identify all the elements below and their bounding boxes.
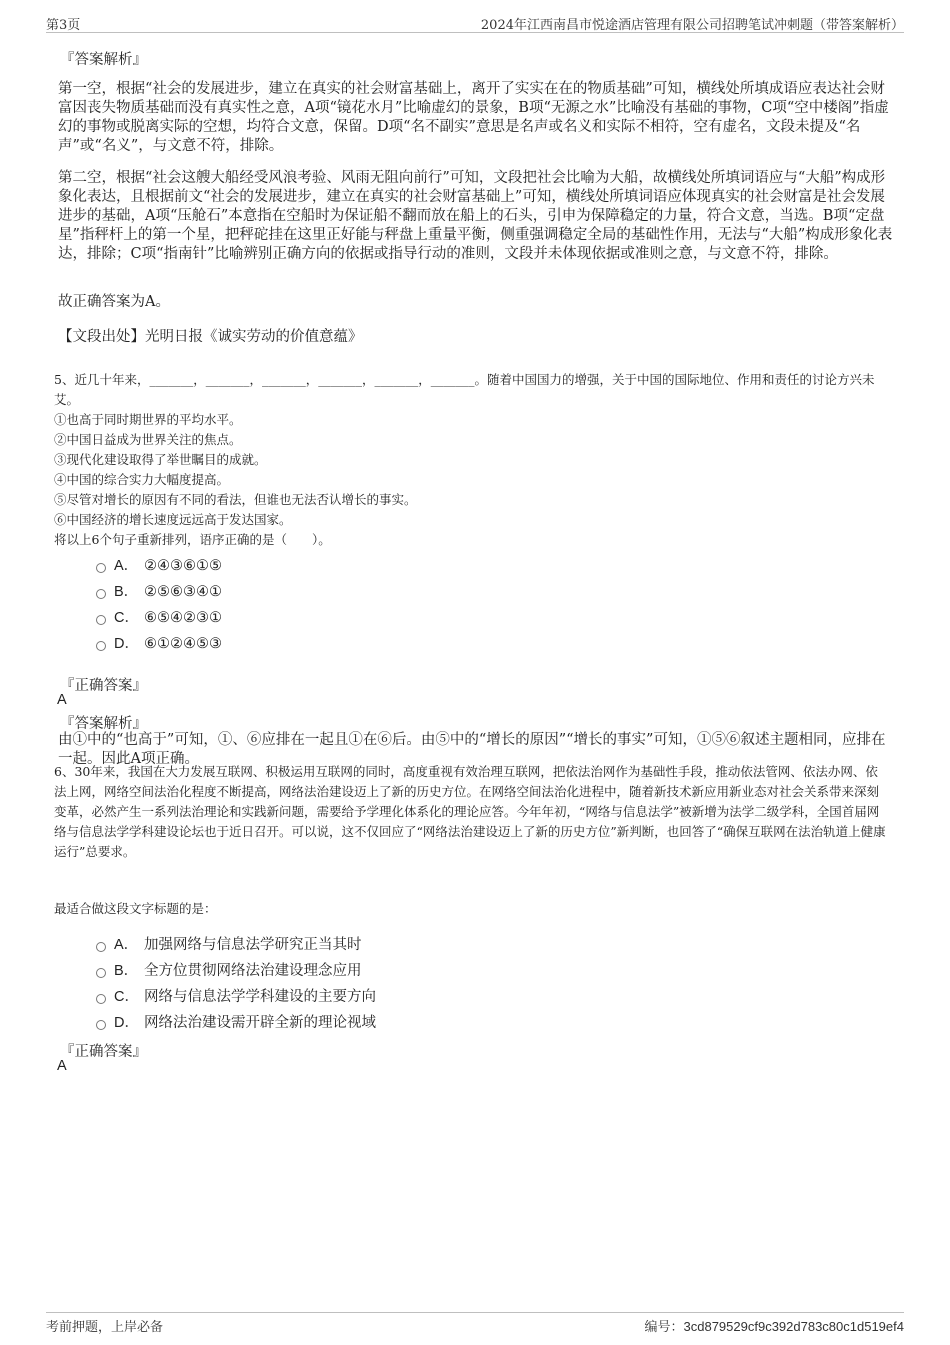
q5-correct-answer: A [57, 692, 67, 708]
q5-instruction: 将以上6个句子重新排列，语序正确的是（ ）。 [54, 532, 331, 547]
page-footer [46, 1312, 904, 1335]
document-code: 编号：3cd879529cf9c392d783c80c1d519ef4 [644, 1319, 904, 1335]
analysis-label: 『答案解析』 [60, 52, 147, 68]
radio-button[interactable] [96, 994, 106, 1004]
radio-button[interactable] [96, 1020, 106, 1030]
list-item: ③现代化建设取得了举世瞩目的成就。 [54, 452, 267, 467]
q5-option-a[interactable]: A． ②④③⑥①⑤ [96, 554, 222, 574]
radio-button[interactable] [96, 563, 106, 573]
q6-option-d[interactable]: D． 网络法治建设需开辟全新的理论视域 [96, 1011, 376, 1031]
analysis-paragraph-1: 第一空，根据“社会的发展进步，建立在真实的社会财富基础上，离开了实实在在的物质基础”可知，横线处所填成语应表达社会财富因丧失物质基础而没有真实性之意，A项“镜花水月”比喻虚幻的景象，B项“无源之水”比喻没有基础的事物，C项“空中楼阁”指虚幻的事物或脱离实际的空想，均符合文意，保留。D项“名不副实”意思是名声或名义和实际不相符，空有虚名，文段未提及“名声”或“名义”，与文意不符，排除。 [58, 81, 889, 154]
q6-option-b[interactable]: B． 全方位贯彻网络法治建设理念应用 [96, 959, 362, 979]
list-item: ⑤尽管对增长的原因有不同的看法，但谁也无法否认增长的事实。 [54, 492, 417, 507]
analysis-paragraph-2: 第二空，根据“社会这艘大船经受风浪考验、风雨无阻向前行”可知，文段把社会比喻为大船，故横线处所填词语应与“大船”构成形象化表达，且根据前文“社会的发展进步，建立在真实的社会财富基础上”可知，横线处所填词语应体现真实的社会财富是社会发展进步的基础，A项“压舱石”本意指在空船时为保证船不翻而放在船上的石头，引申为保障稳定的力量，符合文意，当选。B项“定盘星”指秤杆上的第一个星，把秤砣挂在这里正好能与秤盘上重量平衡，侧重强调稳定全局的基础性作用，无法与“大船”构成形象化表达，排除；C项“指南针”比喻辨别正确方向的依据或指导行动的准则，文段并未体现依据或准则之意，与文意不符，排除。 [58, 170, 893, 262]
radio-button[interactable] [96, 968, 106, 978]
radio-button[interactable] [96, 589, 106, 599]
q6-option-a[interactable]: A． 加强网络与信息法学研究正当其时 [96, 933, 362, 953]
list-item: ①也高于同时期世界的平均水平。 [54, 412, 242, 427]
page-header [46, 14, 904, 33]
passage-source: 【文段出处】光明日报《诚实劳动的价值意蕴》 [58, 329, 363, 345]
analysis-conclusion: 故正确答案为A。 [58, 294, 170, 310]
q5-option-d[interactable]: D． ⑥①②④⑤③ [96, 632, 222, 652]
q6-correct-label: 『正确答案』 [60, 1044, 147, 1060]
radio-button[interactable] [96, 641, 106, 651]
list-item: ⑥中国经济的增长速度远远高于发达国家。 [54, 512, 292, 527]
q5-analysis-label: 『答案解析』 [60, 716, 147, 732]
q5-sentence-list [54, 410, 890, 550]
q5-option-b[interactable]: B． ②⑤⑥③④① [96, 580, 222, 600]
q5-stem: 5、近几十年来，_______，_______，_______，_______，_______，_______。随着中国国力的增强，关于中国的国际地位、作用和责任的讨论方兴未艾。 [54, 372, 875, 407]
list-item: ④中国的综合实力大幅度提高。 [54, 472, 230, 487]
radio-button[interactable] [96, 615, 106, 625]
q6-option-c[interactable]: C． 网络与信息法学学科建设的主要方向 [96, 985, 376, 1005]
q6-correct-answer: A [57, 1058, 67, 1074]
q5-option-c[interactable]: C． ⑥⑤④②③① [96, 606, 222, 626]
list-item: ②中国日益成为世界关注的焦点。 [54, 432, 242, 447]
footer-slogan: 考前押题，上岸必备 [46, 1320, 164, 1335]
page-number: 第3页 [46, 18, 81, 33]
radio-button[interactable] [96, 942, 106, 952]
document-title: 2024年江西南昌市悦途酒店管理有限公司招聘笔试冲刺题（带答案解析） [480, 18, 904, 33]
q6-stem: 6、30年来，我国在大力发展互联网、积极运用互联网的同时，高度重视有效治理互联网，把依法治网作为基础性手段，推动依法管网、依法办网、依法上网，网络空间法治化程度不断提高，网络法治建设迈上了新的历史方位。在网络空间法治化进程中，随着新技术新应用新业态对社会关系带来深刻变革，必然产生一系列法治理论和实践新问题，需要给予学理化体系化的理论应答。今年年初，“网络与信息法学”被新增为法学二级学科，全国首届网络与信息法学学科建设论坛也于近日召开。可以说，这不仅回应了“网络法治建设迈上了新的历史方位”新判断，也回答了“确保互联网在法治轨道上健康运行”总要求。 [54, 764, 886, 859]
q5-analysis: 由①中的“也高于”可知，①、⑥应排在一起且①在⑥后。由⑤中的“增长的原因”“增长的事实”可知，①⑤⑥叙述主题相同，应排在一起。因此A项正确。 [58, 732, 886, 767]
q5-correct-label: 『正确答案』 [60, 678, 147, 694]
q6-question: 最适合做这段文字标题的是： [54, 901, 217, 916]
